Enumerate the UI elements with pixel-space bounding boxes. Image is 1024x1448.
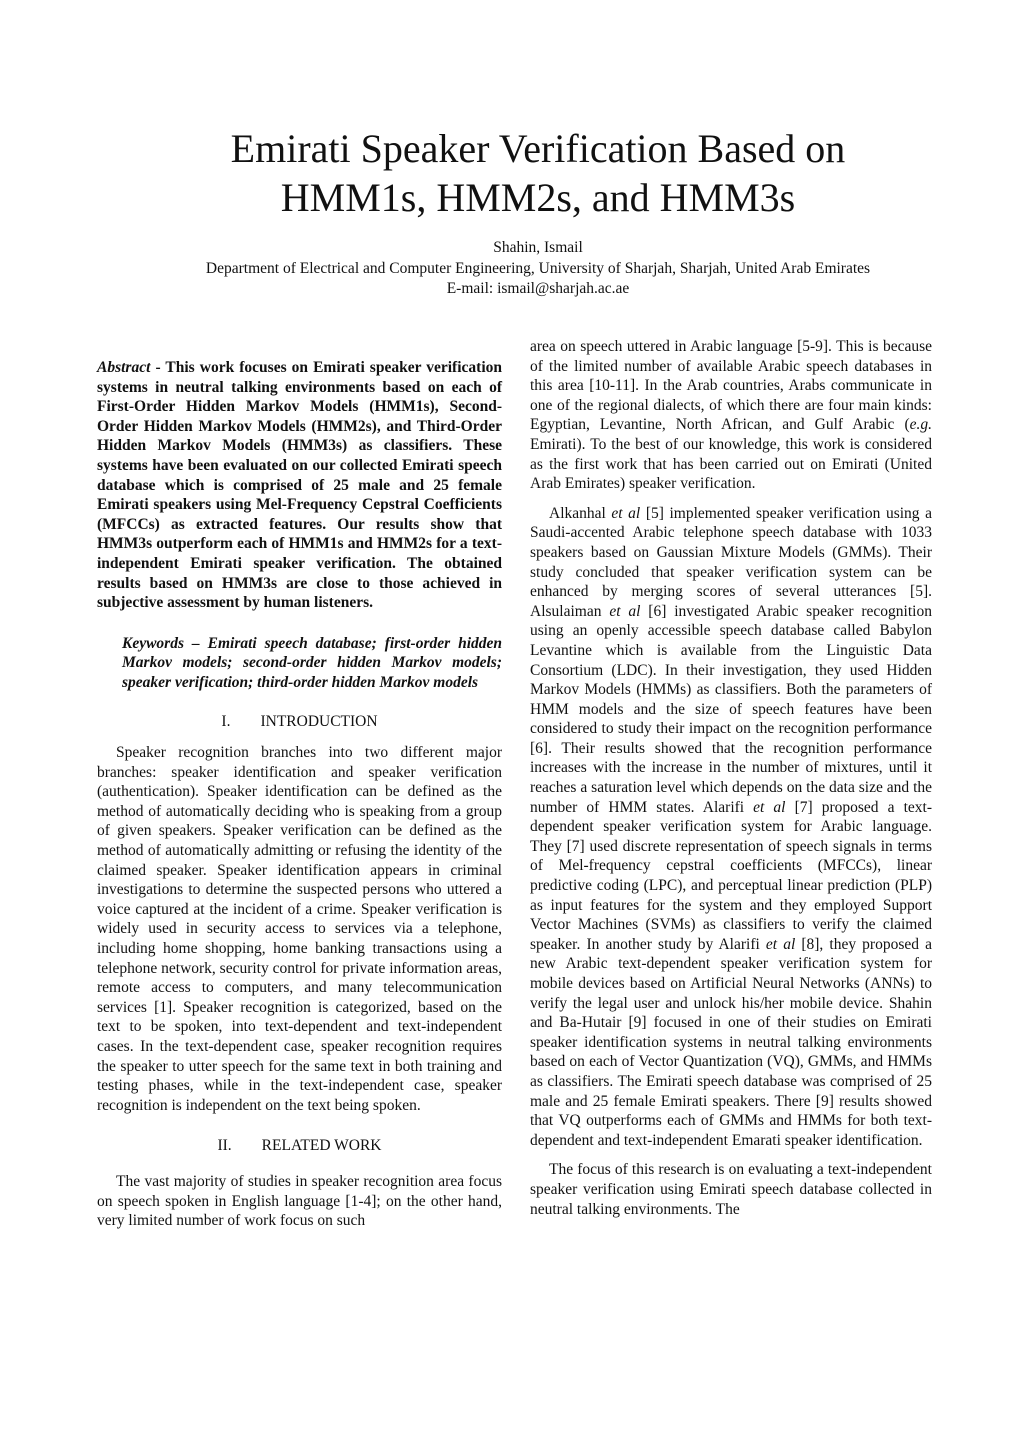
section-number: I.	[221, 712, 231, 730]
text-run-italic: et al	[753, 798, 786, 816]
text-run-italic: e.g.	[909, 416, 932, 434]
text-run: [5] implemented speaker verification using a Saudi-accented Arabic telephone speech database with 1033 speakers based on Gaussian Mixture Models (GMMs). Their study concluded that speaker verification system can be enhanced by merging scores of several utterances [5]. Alsulaiman	[530, 504, 932, 620]
author-name: Shahin, Ismail	[493, 239, 583, 256]
abstract-text: - This work focuses on Emirati speaker verification systems in neutral talking environments based on each of First-Order Hidden Markov Models (HMM1s), Second-Order Hidden Markov Models (HMM2s), and Third-Order Hidden Markov Models (HMM3s) as classifiers. These systems have been evaluated on our collected Emirati speech database which is comprised of 25 male and 25 female Emirati speakers using Mel-Frequency Cepstral Coefficients (MFCCs) as extracted features. Our results show that HMM3s outperform each of HMM1s and HMM2s for a text-independent Emirati speaker verification. The obtained results based on HMM3s are close to those achieved in subjective assessment by human listeners.	[97, 359, 502, 612]
author-block	[0, 238, 1024, 300]
keywords: Keywords – Emirati speech database; first-order hidden Markov models; second-order hidden Markov models; speaker verification; third-order hidden Markov models	[122, 634, 502, 691]
section-heading-introduction	[97, 712, 502, 732]
intro-paragraph: Speaker recognition branches into two different major branches: speaker identification and speaker verification (authentication). Speaker identification can be defined as the method of automatically deciding who is speaking from a group of given speakers. Speaker verification can be defined as the method of automatically admitting or refusing the identity of the claimed speaker. Speaker identification appears in criminal investigations to determine the suspected persons who uttered a voice captured at the incident of a crime. Speaker verification is widely used in security access to services via a telephone, including home shopping, home banking transactions using a telephone network, security control for private information areas, remote access to computers, and many telecommunication services [1]. Speaker recognition is categorized, based on the text to be spoken, into text-dependent and text-independent cases. In the text-dependent case, speaker recognition requires the speaker to utter speech for the same text in both training and testing phases, while in the text-independent case, speaker recognition is independent on the text being spoken.	[97, 744, 503, 1114]
author-email: E-mail: ismail@sharjah.ac.ae	[446, 280, 630, 297]
text-run-italic: et al	[611, 504, 641, 522]
section-title: RELATED WORK	[261, 1137, 382, 1155]
section-number: II.	[217, 1137, 232, 1155]
abstract	[97, 358, 502, 613]
body-paragraph: The focus of this research is on evaluating a text-independent speaker verification using Emirati speech database collected in neutral talking environments. The	[530, 1161, 932, 1218]
body-paragraph	[530, 337, 932, 494]
title-line-1: Emirati Speaker Verification Based on	[230, 126, 846, 171]
section-title: INTRODUCTION	[260, 712, 378, 730]
paper-title	[0, 124, 1024, 222]
title-line-2: HMM1s, HMM2s, and HMM3s	[280, 175, 796, 220]
text-run-italic: et al	[609, 602, 641, 620]
text-run: [8], they proposed a new Arabic text-dependent speaker verification system for mobile devices based on Artificial Neural Networks (ANNs) to verify the legal user and unlock his/her mobile device. Shahin and Ba-Hutair [9] focused in one of their studies on Emirati speaker identification systems in neutral talking environments based on each of Vector Quantization (VQ), GMMs, and HMMs as classifiers. The Emirati speech database was comprised of 25 male and 25 female Emirati speakers. There [9] results showed that VQ outperforms each of GMMs and HMMs for both text-dependent and text-independent Emarati speaker identification.	[530, 935, 932, 1149]
text-run: [7] proposed a text-dependent speaker verification system for Arabic language. They [7] used discrete representation of speech signals in terms of Mel-frequency cepstral coefficients (MFCCs), linear predictive coding (LPC), and perceptual linear prediction (PLP) as input features for the system and they employed Support Vector Machines (SVMs) as classifiers to verify the claimed speaker. In another study by Alarifi	[530, 798, 932, 953]
author-affiliation: Department of Electrical and Computer Engineering, University of Sharjah, Sharjah, United Arab Emirates	[205, 259, 871, 277]
text-run: Emirati). To the best of our knowledge, this work is considered as the first work that has been carried out on Emirati (United Arab Emirates) speaker verification.	[530, 435, 932, 493]
section-heading-related-work	[97, 1136, 502, 1156]
body-paragraph	[530, 504, 932, 1151]
left-column	[97, 337, 502, 1231]
related-paragraph: The vast majority of studies in speaker recognition area focus on speech spoken in English language [1-4]; on the other hand, very limited number of work focus on such	[97, 1172, 502, 1230]
abstract-label: Abstract	[97, 359, 151, 376]
text-run: [6] investigated Arabic speaker recognition using an openly accessible speech database called Babylon Levantine which is available from the Linguistic Data Consortium (LDC). In their investigation, they used Hidden Markov Models (HMMs) as classifiers. Both the parameters of HMM models and the size of speech features have been considered to study their impact on the recognition performance [6]. Their results showed that the recognition performance increases with the increase in the number of mixtures, until it reaches a saturation level which depends on the data size and the number of HMM states. Alarifi	[530, 602, 932, 816]
right-column	[530, 337, 932, 1219]
text-run: area on speech uttered in Arabic language [5-9]. This is because of the limited number of available Arabic speech databases in this area [10-11]. In the Arab countries, Arabs communicate in one of the regional dialects, of which there are four main kinds: Egyptian, Levantine, North African, and Gulf Arabic (	[530, 338, 932, 434]
text-run: Alkanhal	[549, 504, 612, 522]
text-run-italic: et al	[765, 935, 796, 953]
